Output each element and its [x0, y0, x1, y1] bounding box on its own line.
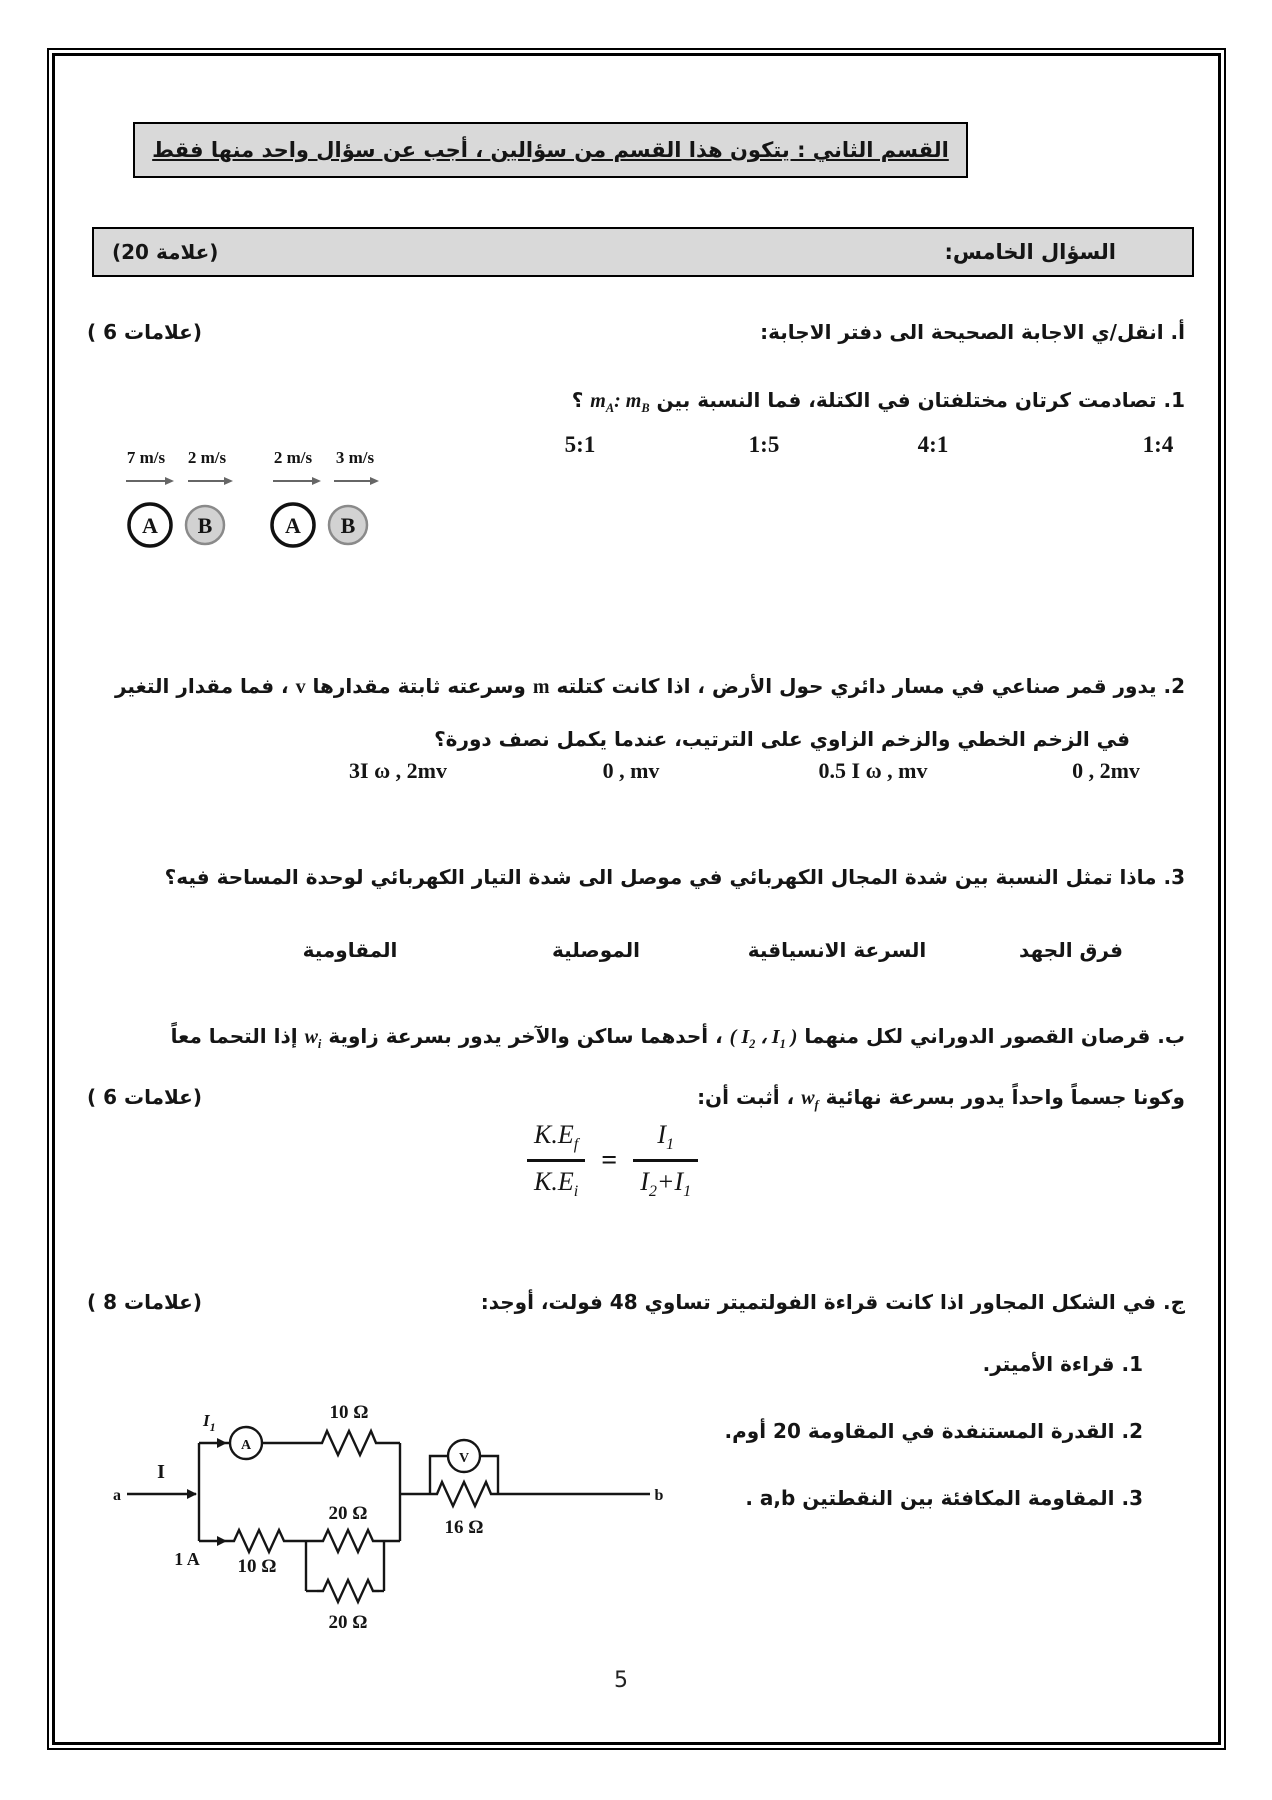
part-b-line1-lead: ب. قرصان القصور الدوراني لكل منهما	[797, 1024, 1185, 1048]
q3-option-3: الموصلية	[551, 938, 641, 962]
branch-current-label: $I_1$	[203, 1411, 216, 1434]
ball-a-label-1: A	[142, 513, 158, 538]
q3-text-row	[87, 865, 1185, 889]
equals-sign: =	[601, 1144, 618, 1176]
part-b-line2: وكونا جسماً واحداً يدور بسرعة نهائية $w_f$ ، أثبت أن:	[697, 1085, 1185, 1112]
circuit-diagram	[105, 1398, 705, 1638]
part-b-line1-tail: ، أحدهما ساكن والآخر يدور بسرعة زاوية $w_i$ إذا التحما معاً	[170, 1024, 730, 1051]
energy-ratio-formula	[527, 1120, 698, 1201]
part-a-row	[87, 320, 1185, 344]
bottom-current-label: 1 A	[174, 1549, 200, 1569]
collision-figure	[110, 447, 410, 565]
q1-option-3: 4:1	[917, 432, 949, 457]
q1-option-2: 1:5	[748, 432, 780, 457]
q1-text: 1. تصادمت كرتان مختلفتان في الكتلة، فما النسبة بين	[649, 388, 1185, 412]
part-b-line1	[87, 1010, 1185, 1071]
q2-option-3: 0.5 I ω , mv	[818, 758, 928, 783]
current-arrowheads	[187, 1438, 227, 1546]
part-b-inertia-pair: ( $I_2$ ، $I_1$ )	[729, 1026, 798, 1051]
ball-b-label-2: B	[340, 513, 356, 538]
q2-line1: 2. يدور قمر صناعي في مسار دائري حول الأرض ، اذا كانت كتلته m وسرعته ثابتة مقدارها v ، فما مقدار التغير	[114, 674, 1185, 698]
q3-option-1: فرق الجهد	[1019, 938, 1123, 962]
q2-text-row	[87, 660, 1185, 765]
main-current-label: I	[157, 1461, 165, 1483]
speed-label-1: 7 m/s	[126, 448, 166, 467]
terminal-a-label: a	[113, 1487, 121, 1504]
q2-option-2: 0 , mv	[602, 758, 660, 783]
formula-lhs-denominator: $K.E_i$	[527, 1159, 585, 1201]
formula-lhs-fraction	[527, 1120, 585, 1201]
part-b-marks: ( 6 علامات)	[87, 1085, 202, 1109]
part-b-row	[87, 1010, 1185, 1132]
speed-label-3: 2 m/s	[273, 448, 313, 467]
question-marks: (20 علامة)	[112, 240, 219, 264]
q1-math: $m_A$: $m_B$	[590, 390, 650, 415]
formula-rhs-numerator: $I_1$	[657, 1120, 675, 1154]
q3-option-4: المقاومية	[302, 938, 398, 962]
section-header-text: القسم الثاني : يتكون هذا القسم من سؤالين ، أجب عن سؤال واحد منها فقط	[152, 138, 949, 162]
part-c-item-1: 1. قراءة الأميتر.	[982, 1352, 1143, 1376]
part-c-item-3: 3. المقاومة المكافئة بين النقطتين a,b .	[745, 1486, 1143, 1510]
q1-option-1: 5:1	[564, 432, 596, 457]
formula-rhs-denominator: $I_2+I_1$	[633, 1159, 698, 1201]
q2-option-4: 0 , 2mv	[1072, 758, 1140, 783]
q1-option-4: 1:4	[1142, 432, 1174, 457]
circuit-wires	[127, 1431, 650, 1602]
part-c-marks: ( 8 علامات)	[87, 1290, 202, 1314]
page-number: 5	[614, 1668, 628, 1693]
q1-question-mark: ؟	[571, 388, 591, 412]
part-a-heading: أ. انقل/ي الاجابة الصحيحة الى دفتر الاجابة:	[760, 320, 1185, 344]
resistor-bottom-left-label: 10 Ω	[237, 1556, 277, 1577]
formula-lhs-numerator: $K.E_f$	[534, 1120, 579, 1154]
terminal-b-label: b	[654, 1487, 664, 1504]
resistor-right-label: 16 Ω	[444, 1517, 484, 1538]
speed-label-4: 3 m/s	[335, 448, 375, 467]
speed-label-2: 2 m/s	[187, 448, 227, 467]
part-c-heading: ج. في الشكل المجاور اذا كانت قراءة الفولتميتر تساوي 48 فولت، أوجد:	[480, 1290, 1185, 1314]
q1-text-row	[87, 388, 1185, 416]
formula-rhs-fraction	[633, 1120, 698, 1201]
resistor-top-label: 10 Ω	[329, 1402, 369, 1423]
q2-line2: في الزخم الخطي والزخم الزاوي على الترتيب، عندما يكمل نصف دورة؟	[434, 727, 1130, 751]
ball-a-label-2: A	[285, 513, 301, 538]
question-bar	[92, 227, 1194, 277]
resistor-mid-label: 20 Ω	[328, 1503, 368, 1524]
q3-text: 3. ماذا تمثل النسبة بين شدة المجال الكهربائي في موصل الى شدة التيار الكهربائي لوحدة المساحة فيه؟	[164, 865, 1185, 889]
part-a-marks: ( 6 علامات)	[87, 320, 202, 344]
part-c-item-2: 2. القدرة المستنفدة في المقاومة 20 أوم.	[724, 1419, 1143, 1443]
q3-option-2: السرعة الانسياقية	[747, 938, 927, 962]
voltmeter-letter: V	[458, 1451, 470, 1466]
ammeter-letter: A	[240, 1438, 252, 1453]
section-header-box	[133, 122, 968, 178]
q2-option-1: 3I ω , 2mv	[349, 758, 447, 783]
question-title: السؤال الخامس:	[944, 240, 1116, 264]
part-c-row	[87, 1290, 1185, 1314]
ball-b-label-1: B	[197, 513, 213, 538]
resistor-lower-label: 20 Ω	[328, 1612, 368, 1633]
